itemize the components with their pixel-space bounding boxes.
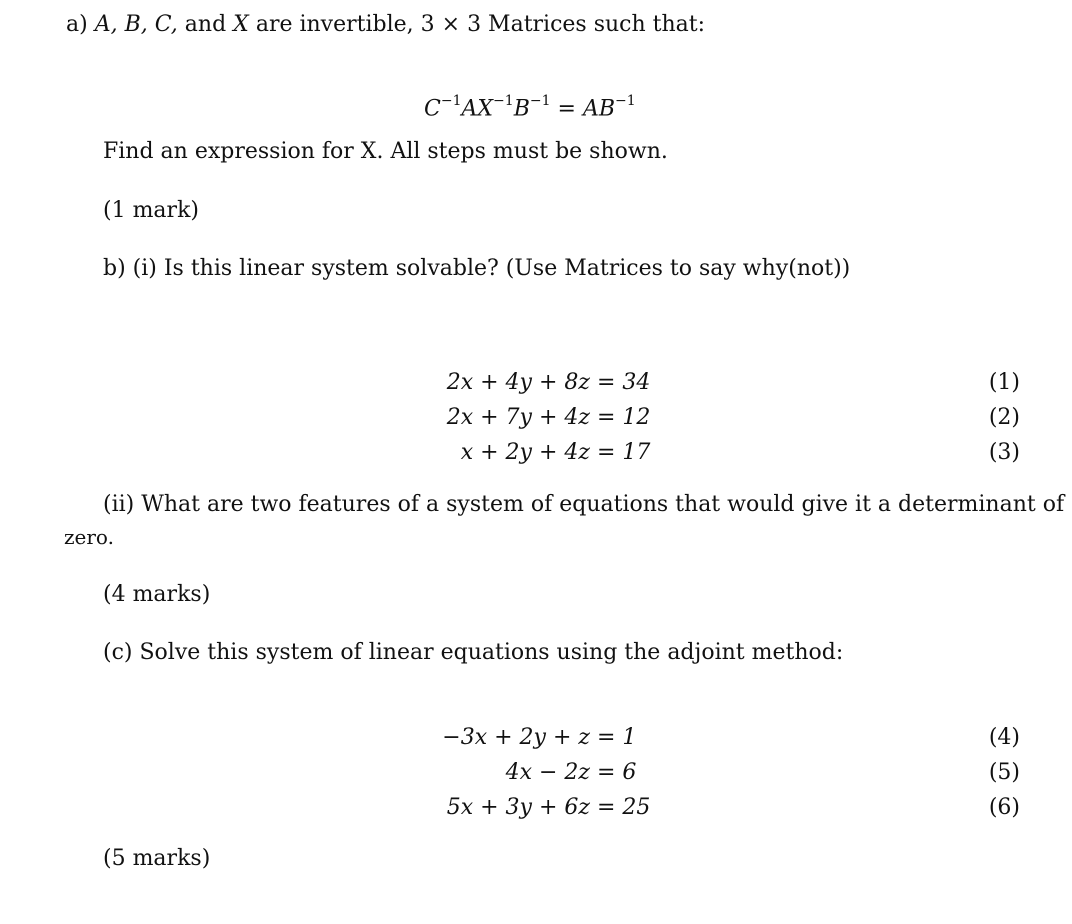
eq1-rhs: = 34 <box>597 370 651 395</box>
eq-x: X <box>477 96 494 122</box>
eq6-number: (6) <box>988 795 1020 820</box>
system-1-row-1 <box>350 370 650 395</box>
eq-inv-1: −1 <box>440 93 462 109</box>
system-2-row-1 <box>350 725 636 750</box>
eq2-number: (2) <box>988 405 1020 430</box>
eq-rhs-a: A <box>582 96 599 122</box>
part-b-marks: (4 marks) <box>103 582 211 607</box>
system-1-row-2 <box>350 405 650 430</box>
part-a-intro <box>66 14 705 36</box>
eq2-rhs: = 12 <box>597 405 651 430</box>
part-b-question-ii-line2: zero. <box>64 525 114 549</box>
eq-inv-3: −1 <box>529 93 551 109</box>
system-2-row-2 <box>350 760 636 785</box>
part-a-and: and <box>184 12 227 37</box>
eq3-number: (3) <box>988 440 1020 465</box>
eq-inv-2: −1 <box>493 93 514 109</box>
eq6-lhs: 5x + 3y + 6z <box>446 795 590 820</box>
eq6-rhs: = 25 <box>597 795 651 820</box>
part-a-vars: A, B, C, <box>94 12 178 37</box>
eq3-rhs: = 17 <box>597 440 651 465</box>
eq4-number: (4) <box>988 725 1020 750</box>
part-c-question: (c) Solve this system of linear equations using the adjoint method: <box>103 640 844 665</box>
part-a-x: X <box>233 12 249 37</box>
eq-rhs-b: B <box>598 96 615 122</box>
part-b-question-i: b) (i) Is this linear system solvable? (Use Matrices to say why(not)) <box>103 256 851 281</box>
eq2-lhs: 2x + 7y + 4z <box>446 405 590 430</box>
eq-equals: = <box>557 96 576 122</box>
eq-b: B <box>513 96 530 122</box>
part-b-question-ii-line1: (ii) What are two features of a system of equations that would give it a determinant of <box>103 492 1065 517</box>
part-a-equation <box>424 93 636 122</box>
eq4-rhs: = 1 <box>597 725 637 750</box>
eq3-lhs: x + 2y + 4z <box>460 440 590 465</box>
system-2-row-3 <box>350 795 650 820</box>
eq5-lhs: 4x − 2z <box>505 760 590 785</box>
eq1-number: (1) <box>988 370 1020 395</box>
system-1-row-3 <box>350 440 650 465</box>
part-a-rest: are invertible, 3 × 3 Matrices such that: <box>255 12 706 37</box>
eq5-rhs: = 6 <box>597 760 637 785</box>
eq-a: A <box>461 96 478 122</box>
eq-inv-4: −1 <box>615 93 636 109</box>
eq-c: C <box>424 96 441 122</box>
eq4-lhs: −3x + 2y + z <box>442 725 590 750</box>
part-a-marks: (1 mark) <box>103 198 199 223</box>
eq5-number: (5) <box>988 760 1020 785</box>
part-a-instruction: Find an expression for X. All steps must be shown. <box>103 139 668 164</box>
part-a-label: a) <box>66 12 88 37</box>
part-c-marks: (5 marks) <box>103 846 211 871</box>
eq1-lhs: 2x + 4y + 8z <box>446 370 590 395</box>
